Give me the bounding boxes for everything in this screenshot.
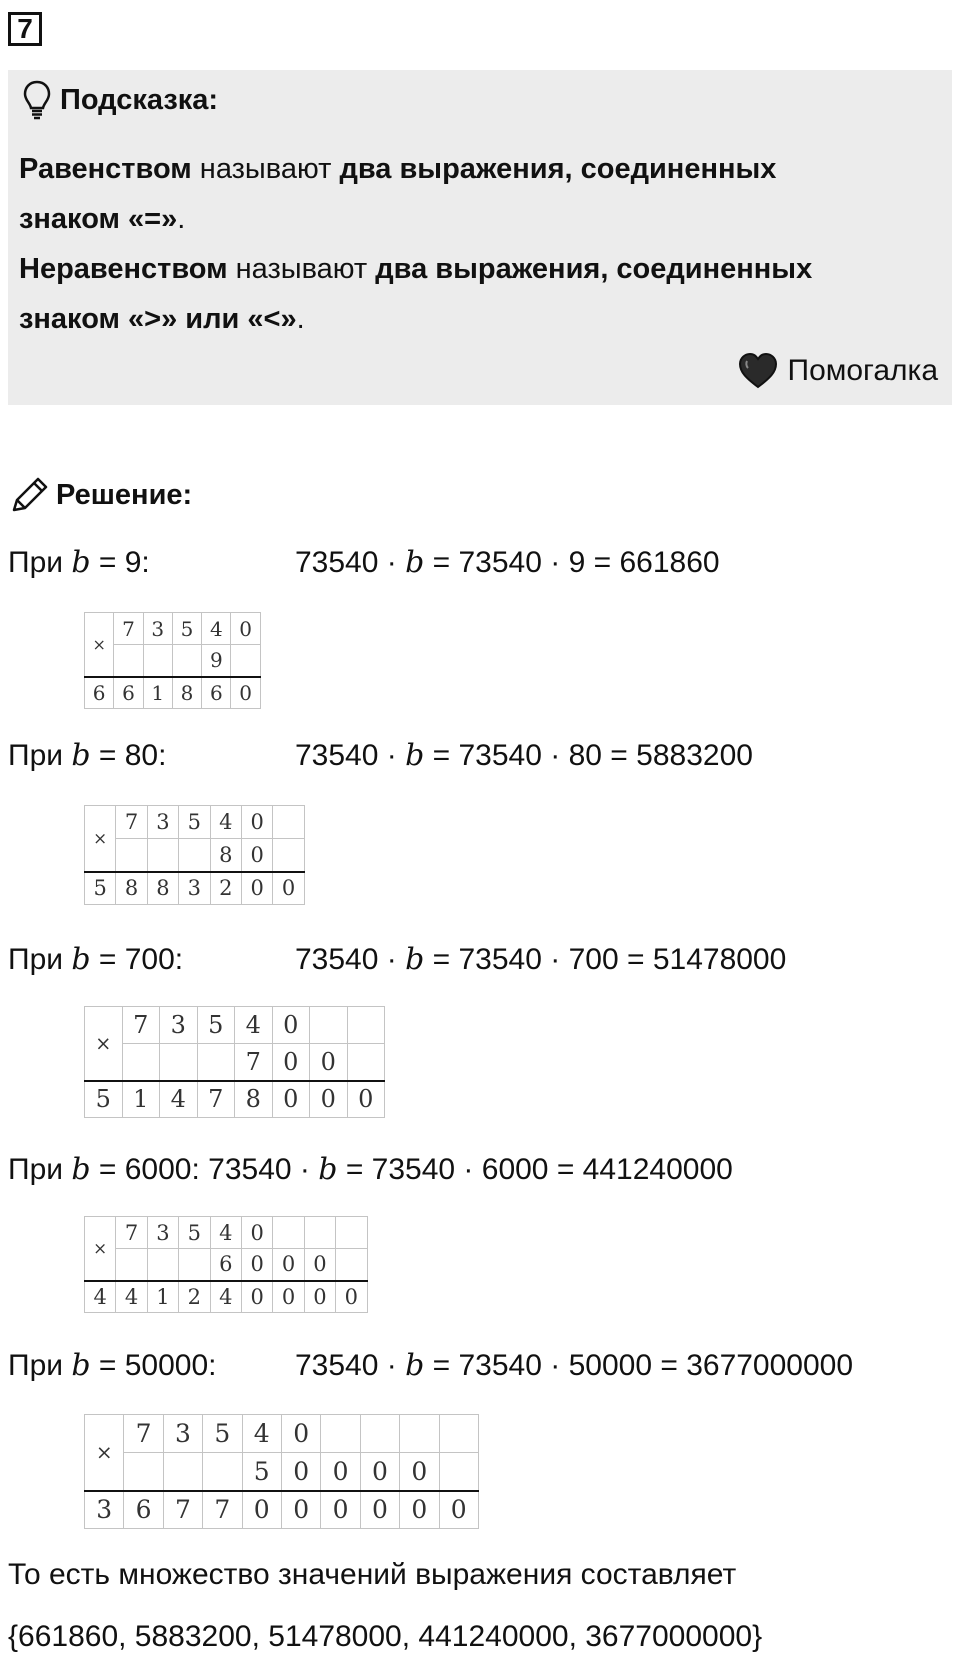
digit-cell: 7 <box>197 1081 235 1118</box>
digit-cell <box>122 1044 160 1081</box>
digit-cell: 0 <box>231 613 260 645</box>
task-number: 7 <box>8 12 42 46</box>
digit-cell: 0 <box>347 1081 385 1118</box>
digit-cell: 6 <box>124 1491 163 1529</box>
hint-bold-phrase: два выражения, соединенных <box>339 153 777 185</box>
solution-title-text: Решение: <box>56 478 193 511</box>
table-row <box>85 677 261 709</box>
variable-b: b <box>71 545 91 580</box>
hint-text <box>19 144 939 344</box>
digit-cell <box>336 1217 367 1249</box>
table-row <box>85 1249 368 1281</box>
multiply-sign: × <box>85 806 116 872</box>
digit-cell <box>273 1217 304 1249</box>
term-inequality: Неравенством <box>19 253 228 285</box>
multiply-sign: × <box>85 613 114 677</box>
digit-cell: 0 <box>304 1249 335 1281</box>
digit-cell: 7 <box>122 1007 160 1044</box>
condition-b-700 <box>8 942 183 977</box>
digit-cell <box>347 1007 385 1044</box>
digit-cell: 0 <box>281 1491 320 1529</box>
multiply-sign: × <box>85 1217 116 1281</box>
expression-b-700 <box>295 942 786 977</box>
hint-box <box>8 70 952 405</box>
hint-word: называют <box>191 153 340 185</box>
variable-b: b <box>71 942 91 977</box>
condition-b-6000 <box>8 1152 733 1187</box>
condition-b-50000 <box>8 1348 217 1383</box>
digit-cell: 5 <box>172 613 201 645</box>
solution-title <box>10 476 192 514</box>
table-row <box>85 1044 385 1081</box>
table-row <box>85 1453 479 1491</box>
digit-cell: 5 <box>242 1453 281 1491</box>
digit-cell: 0 <box>241 1249 272 1281</box>
digit-cell: 5 <box>179 806 210 839</box>
table-row <box>85 1217 368 1249</box>
hint-definition-equality <box>19 144 939 244</box>
digit-cell: 3 <box>179 872 210 905</box>
digit-cell: 4 <box>210 1281 241 1313</box>
condition-value: = 700: <box>90 943 184 976</box>
hint-bold-phrase: два выражения, соединенных <box>375 253 813 285</box>
expr-left: 73540 · <box>295 943 406 976</box>
multiplication-table-b-700 <box>84 1006 385 1118</box>
digit-cell <box>321 1415 360 1453</box>
digit-cell: 0 <box>321 1491 360 1529</box>
word-pri: При <box>8 739 72 772</box>
digit-cell: 0 <box>273 1249 304 1281</box>
digit-cell: 0 <box>281 1453 320 1491</box>
expr-left: 73540 · <box>295 546 406 579</box>
hint-bold-sign: знаком «>» или «<» <box>19 303 297 335</box>
digit-cell: 0 <box>241 839 272 872</box>
digit-cell <box>147 1249 178 1281</box>
table-row <box>85 1007 385 1044</box>
values-set: {661860, 5883200, 51478000, 441240000, 3677000000} <box>8 1620 763 1653</box>
variable-b: b <box>71 1152 91 1187</box>
table-row <box>85 872 305 905</box>
digit-cell: 6 <box>210 1249 241 1281</box>
digit-cell <box>304 1217 335 1249</box>
digit-cell <box>197 1044 235 1081</box>
digit-cell <box>160 1044 198 1081</box>
digit-cell: 4 <box>235 1007 273 1044</box>
digit-cell: 0 <box>272 1007 310 1044</box>
digit-cell: 0 <box>321 1453 360 1491</box>
digit-cell <box>179 1249 210 1281</box>
hint-period: . <box>296 303 305 335</box>
digit-cell: 4 <box>242 1415 281 1453</box>
digit-cell <box>347 1044 385 1081</box>
condition-value: = 6000: <box>90 1153 209 1186</box>
digit-cell: 8 <box>210 839 241 872</box>
digit-cell: 0 <box>273 1281 304 1313</box>
digit-cell: 9 <box>202 645 231 677</box>
digit-cell: 3 <box>147 1217 178 1249</box>
digit-cell: 4 <box>85 1281 116 1313</box>
digit-cell: 0 <box>281 1415 320 1453</box>
digit-cell <box>114 645 143 677</box>
digit-cell <box>273 806 304 839</box>
digit-cell: 6 <box>85 677 114 709</box>
hint-period: . <box>177 203 186 235</box>
expr-result: = 73540 · 80 = 5883200 <box>424 739 753 772</box>
digit-cell <box>116 1249 147 1281</box>
hint-word: называют <box>227 253 376 285</box>
digit-cell: 0 <box>272 1044 310 1081</box>
digit-cell: 8 <box>235 1081 273 1118</box>
digit-cell: 1 <box>147 1281 178 1313</box>
expr-result: = 73540 · 9 = 661860 <box>424 546 720 579</box>
digit-cell <box>273 839 304 872</box>
digit-cell: 4 <box>202 613 231 645</box>
digit-cell: 7 <box>116 1217 147 1249</box>
multiplication-table-b-6000 <box>84 1216 368 1313</box>
digit-cell: 7 <box>163 1491 202 1529</box>
digit-cell <box>400 1415 439 1453</box>
digit-cell: 5 <box>85 1081 123 1118</box>
variable-b: b <box>318 1152 338 1187</box>
expr-result: = 73540 · 50000 = 3677000000 <box>424 1349 854 1382</box>
digit-cell: 0 <box>241 806 272 839</box>
expr-left: 73540 · <box>295 1349 406 1382</box>
digit-cell: 3 <box>147 806 178 839</box>
digit-cell: 0 <box>400 1453 439 1491</box>
digit-cell: 8 <box>147 872 178 905</box>
digit-cell <box>163 1453 202 1491</box>
expression-b-50000 <box>295 1348 853 1383</box>
digit-cell: 0 <box>241 1281 272 1313</box>
digit-cell: 8 <box>116 872 147 905</box>
table-row <box>85 1081 385 1118</box>
digit-cell: 0 <box>336 1281 367 1313</box>
digit-cell: 7 <box>116 806 147 839</box>
variable-b: b <box>71 738 91 773</box>
digit-cell: 4 <box>210 1217 241 1249</box>
digit-cell: 5 <box>197 1007 235 1044</box>
table-row <box>85 806 305 839</box>
digit-cell: 3 <box>160 1007 198 1044</box>
summary-text: То есть множество значений выражения составляет <box>8 1558 737 1591</box>
hint-source[interactable] <box>738 353 939 389</box>
variable-b: b <box>405 545 425 580</box>
table-row <box>85 839 305 872</box>
digit-cell: 0 <box>400 1491 439 1529</box>
digit-cell <box>203 1453 242 1491</box>
term-equality: Равенством <box>19 153 192 185</box>
digit-cell <box>360 1415 399 1453</box>
digit-cell: 6 <box>114 677 143 709</box>
variable-b: b <box>71 1348 91 1383</box>
digit-cell <box>336 1249 367 1281</box>
digit-cell: 0 <box>241 872 272 905</box>
hint-bold-sign: знаком «=» <box>19 203 178 235</box>
pencil-icon <box>10 476 50 514</box>
digit-cell: 3 <box>163 1415 202 1453</box>
expr-result: = 73540 · 700 = 51478000 <box>424 943 787 976</box>
digit-cell: 0 <box>273 872 304 905</box>
expression-b-80 <box>295 738 753 773</box>
hint-title-text: Подсказка: <box>60 83 219 116</box>
condition-value: = 9: <box>90 546 150 579</box>
digit-cell: 5 <box>179 1217 210 1249</box>
digit-cell: 4 <box>210 806 241 839</box>
digit-cell: 8 <box>172 677 201 709</box>
variable-b: b <box>405 1348 425 1383</box>
digit-cell: 5 <box>203 1415 242 1453</box>
condition-value: = 50000: <box>90 1349 217 1382</box>
digit-cell: 3 <box>85 1491 124 1529</box>
digit-cell: 0 <box>304 1281 335 1313</box>
expr-left: 73540 · <box>295 739 406 772</box>
word-pri: При <box>8 546 72 579</box>
digit-cell: 2 <box>210 872 241 905</box>
table-row <box>85 1415 479 1453</box>
expression-b-9 <box>295 545 720 580</box>
digit-cell: 0 <box>439 1491 478 1529</box>
variable-b: b <box>405 942 425 977</box>
hint-title <box>22 80 218 120</box>
digit-cell <box>231 645 260 677</box>
condition-value: = 80: <box>90 739 167 772</box>
digit-cell: 0 <box>242 1491 281 1529</box>
digit-cell: 0 <box>310 1081 348 1118</box>
digit-cell <box>439 1453 478 1491</box>
digit-cell <box>124 1453 163 1491</box>
multiply-sign: × <box>85 1415 124 1491</box>
multiplication-table-b-9 <box>84 612 261 709</box>
heart-icon <box>738 353 778 389</box>
digit-cell: 4 <box>160 1081 198 1118</box>
digit-cell: 1 <box>122 1081 160 1118</box>
digit-cell: 7 <box>124 1415 163 1453</box>
digit-cell: 4 <box>116 1281 147 1313</box>
digit-cell: 0 <box>241 1217 272 1249</box>
digit-cell: 3 <box>143 613 172 645</box>
table-row <box>85 613 261 645</box>
digit-cell: 5 <box>85 872 116 905</box>
digit-cell <box>147 839 178 872</box>
variable-b: b <box>405 738 425 773</box>
digit-cell: 7 <box>114 613 143 645</box>
digit-cell <box>179 839 210 872</box>
digit-cell: 1 <box>143 677 172 709</box>
condition-b-9 <box>8 545 150 580</box>
table-row <box>85 1491 479 1529</box>
hint-source-label: Помогалка <box>787 354 938 387</box>
digit-cell: 7 <box>235 1044 273 1081</box>
digit-cell: 0 <box>231 677 260 709</box>
digit-cell <box>310 1007 348 1044</box>
table-row <box>85 1281 368 1313</box>
expr-left: 73540 · <box>208 1153 319 1186</box>
digit-cell <box>116 839 147 872</box>
digit-cell: 7 <box>203 1491 242 1529</box>
digit-cell: 0 <box>360 1453 399 1491</box>
word-pri: При <box>8 1153 72 1186</box>
digit-cell <box>172 645 201 677</box>
word-pri: При <box>8 1349 72 1382</box>
lightbulb-icon <box>22 80 52 120</box>
expr-result: = 73540 · 6000 = 441240000 <box>337 1153 733 1186</box>
digit-cell: 6 <box>202 677 231 709</box>
digit-cell: 2 <box>179 1281 210 1313</box>
multiplication-table-b-80 <box>84 805 305 905</box>
hint-definition-inequality <box>19 244 939 344</box>
word-pri: При <box>8 943 72 976</box>
digit-cell: 0 <box>272 1081 310 1118</box>
condition-b-80 <box>8 738 166 773</box>
multiply-sign: × <box>85 1007 123 1081</box>
digit-cell: 0 <box>360 1491 399 1529</box>
digit-cell <box>439 1415 478 1453</box>
digit-cell <box>143 645 172 677</box>
multiplication-table-b-50000 <box>84 1414 479 1529</box>
digit-cell: 0 <box>310 1044 348 1081</box>
